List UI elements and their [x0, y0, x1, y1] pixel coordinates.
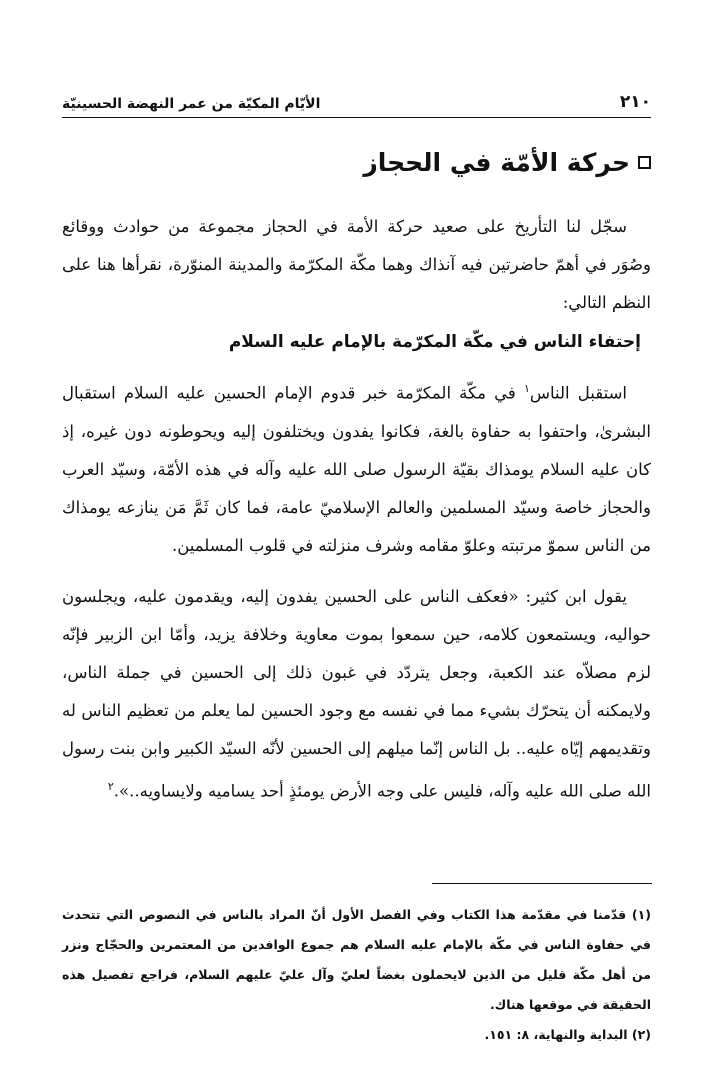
paragraph-intro: سجّل لنا التأريخ على صعيد حركة الأمة في الحجاز مجموعة من حوادث ووقائع وصُوَر في أهمّ حاضرتين فيه آنذاك وهما مكّة المكرّمة والمدينة المنوّرة، نقرأها هنا على النظم التالي: [62, 217, 651, 312]
footnote-ref-2: ٢ [107, 780, 114, 793]
paragraph-quote-text: يقول ابن كثير: «فعكف الناس على الحسين يفدون إليه، ويقدمون عليه، ويجلسون حواليه، ويستمعون كلامه، حين سمعوا بموت معاوية وخلافة يزيد، وأمّا ابن الزبير فإنّه لزم مصلاّه عند الكعبة، وجعل يتردّد في غبون ذلك إلى الحسين في جملة الناس، ولايمكنه أن يتحرّك بشيء مما في نفسه مع وجود الحسين لما يعلم من تعظيم الناس له وتقديمهم إيّاه عليه.. بل الناس إنّما ميلهم إلى الحسين لأنّه السيّد الكبير وابن بنت رسول الله صلى الله عليه وآله، فليس على وجه الأرض يومئذٍ أحد يساميه ولايساويه..». [62, 587, 651, 801]
section-title-text: حركة الأمّة في الحجاز [363, 148, 630, 177]
page-number: ٢١٠ [619, 92, 651, 112]
footnote-2: (٢) البداية والنهاية، ٨: ١٥١. [484, 1027, 651, 1042]
page-header [62, 84, 651, 112]
footnotes [62, 900, 651, 1050]
subheading: إحتفاء الناس في مكّة المكرّمة بالإمام عليه السلام [228, 332, 641, 352]
paragraph-reception-start: استقبل الناس [529, 383, 627, 403]
paragraph-reception-rest: في مكّة المكرّمة خبر قدوم الإمام الحسين عليه السلام استقبال البشرىٰ، واحتفوا به حفاوة بالغة، فكانوا يفدون ويختلفون إليه ويحوطونه دون غيره، إذ كان عليه السلام يومذاك بقيّة الرسول صلى الله عليه وآله في هذه الأمّة، وسيّد العرب والحجاز خاصة وسيّد المسلمين والعالم الإسلاميّ عامة، فما كان ثَمَّ مَن ينازعه يومذاك من الناس سموّ مرتبته وعلوّ مقامه وشرف منزلته في قلوب المسلمين. [62, 383, 651, 555]
header-divider [62, 117, 651, 118]
footnote-ref-1: ١ [523, 382, 530, 395]
section-title [363, 148, 651, 177]
paragraph-quote [62, 578, 651, 811]
running-title: الأيّام المكيّة من عمر النهضة الحسينيّة [62, 96, 321, 112]
footnote-1: (١) قدّمنا في مقدّمة هذا الكتاب وفي الفصل الأول أنّ المراد بالناس في النصوص التي تتحدث في حفاوة الناس في مكّة بالإمام عليه السلام هم جموع الوافدين من المعتمرين والحجّاج ونزر من أهل مكّة قليل من الذين لايحملون بغضاً لعليّ وآل عليّ عليهم السلام، فراجع تفصيل هذه الحقيقة في موقعها هناك. [62, 907, 651, 1012]
paragraph-reception [62, 370, 651, 565]
square-outline-icon [638, 156, 651, 169]
footnote-divider [432, 883, 652, 884]
